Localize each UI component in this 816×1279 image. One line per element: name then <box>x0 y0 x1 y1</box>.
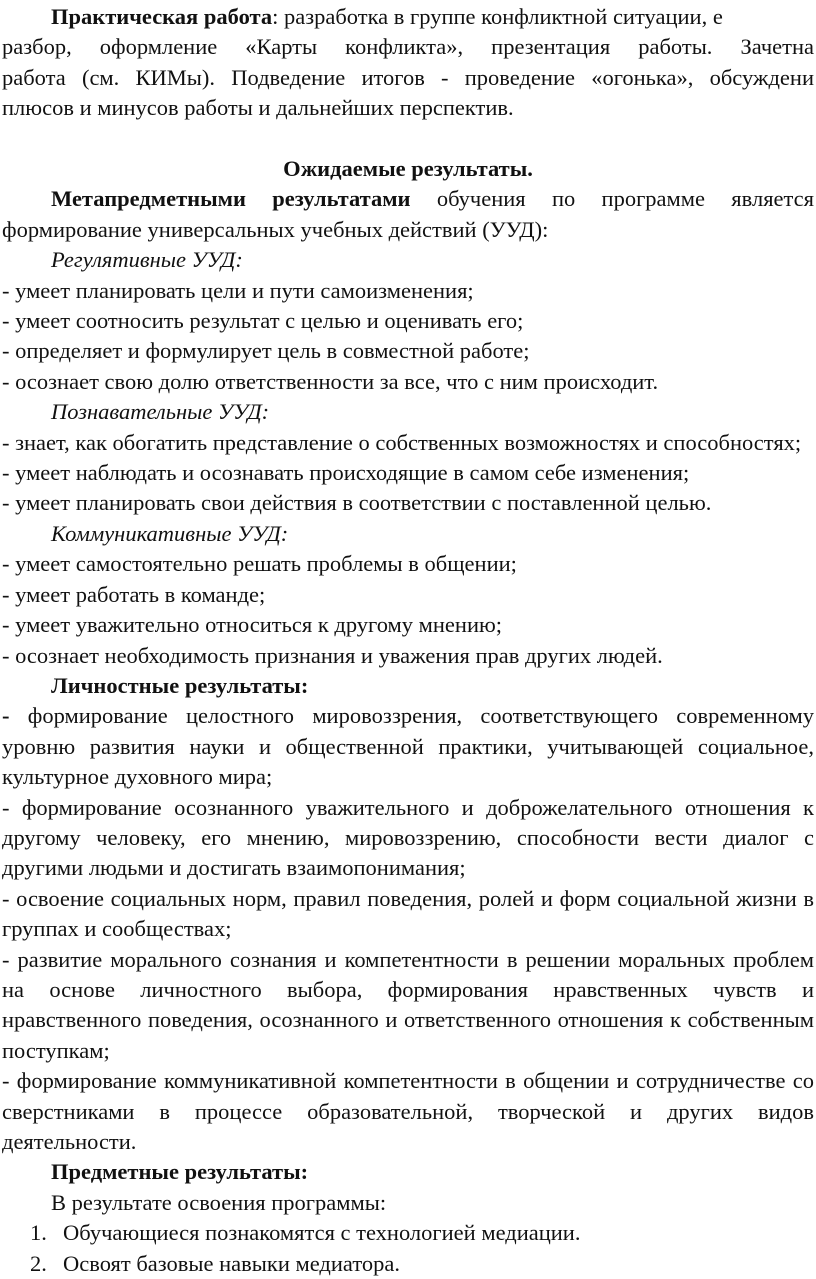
subject-results-lead: В результате освоения программы: <box>51 1189 387 1215</box>
practical-work-line-2: разбор, оформление «Карты конфликта», презентация работы. Зачетна <box>2 34 814 60</box>
list-item-number: 1. <box>30 1220 47 1246</box>
list-item-text: Освоят базовые навыки медиатора. <box>63 1250 400 1276</box>
cognitive-title: Познавательные УУД: <box>51 399 270 425</box>
list-item <box>2 1249 814 1279</box>
personal-item: - формирование осознанного уважительного и доброжелательного отношения к другому человеку, его мнению, мировоззрению, способности вести диалог с другими людьми и достигать взаимопонимания; <box>2 794 814 881</box>
list-item-number: 2. <box>30 1250 47 1276</box>
practical-work-text-1: : разработка в группе конфликтной ситуации, е <box>272 4 723 29</box>
regulative-item: - умеет планировать цели и пути самоизменения; <box>2 277 474 303</box>
cognitive-item: - умеет наблюдать и осознавать происходящие в самом себе изменения; <box>2 460 690 486</box>
list-item <box>2 1218 814 1248</box>
personal-item <box>2 701 814 792</box>
blank-line <box>2 124 814 154</box>
regulative-title: Регулятивные УУД: <box>51 247 243 273</box>
practical-work-label: Практическая работа <box>51 4 273 29</box>
personal-item: - формирование коммуникативной компетентности в общении и сотрудничестве со сверстниками в процессе образовательной, творческой и других видов деятельности. <box>2 1068 814 1155</box>
communicative-item: - умеет уважительно относиться к другому мнению; <box>2 612 503 638</box>
subject-results-list <box>2 1218 814 1279</box>
communicative-title: Коммуникативные УУД: <box>51 520 289 546</box>
list-item-text: Обучающиеся познакомятся с технологией медиации. <box>63 1220 581 1246</box>
personal-item-text: формирование целостного мировоззрения, соответствующего современному уровню развития науки и общественной практики, учитывающей социальное, культурное духовного мира; <box>2 703 814 790</box>
personal-item-dash: - <box>2 703 10 729</box>
cognitive-item: - знает, как обогатить представление о собственных возможностях и способностях; <box>2 429 802 455</box>
communicative-item: - умеет самостоятельно решать проблемы в общении; <box>2 551 517 577</box>
practical-work-line-3: работа (см. КИМы). Подведение итогов - проведение «огонька», обсуждени <box>2 64 814 90</box>
communicative-item: - умеет работать в команде; <box>2 581 266 607</box>
personal-results-title: Личностные результаты: <box>51 672 309 698</box>
regulative-item: - умеет соотносить результат с целью и оценивать его; <box>2 308 524 334</box>
regulative-item: - осознает свою долю ответственности за все, что с ним происходит. <box>2 368 659 394</box>
meta-results-label: Метапредметными результатами <box>51 186 411 212</box>
meta-results-paragraph <box>2 184 814 245</box>
regulative-item: - определяет и формулирует цель в совместной работе; <box>2 338 530 364</box>
meta-results-text: обучения по программе является формирование универсальных учебных действий (УУД): <box>2 186 814 242</box>
practical-work-line-1 <box>2 2 814 32</box>
personal-item: - развитие морального сознания и компетентности в решении моральных проблем на основе личностного выбора, формирования нравственных чувств и нравственного поведения, осознанного и ответственного отношения к собственным поступкам; <box>2 946 814 1063</box>
cognitive-item: - умеет планировать свои действия в соответствии с поставленной целью. <box>2 490 712 516</box>
document-page <box>2 2 814 1279</box>
communicative-item: - осознает необходимость признания и уважения прав других людей. <box>2 642 663 668</box>
subject-results-title: Предметные результаты: <box>51 1159 309 1185</box>
personal-item: - освоение социальных норм, правил поведения, ролей и форм социальной жизни в группах и сообществах; <box>2 885 814 942</box>
expected-results-heading: Ожидаемые результаты. <box>283 156 533 182</box>
practical-work-line-4: плюсов и минусов работы и дальнейших перспектив. <box>2 95 514 121</box>
